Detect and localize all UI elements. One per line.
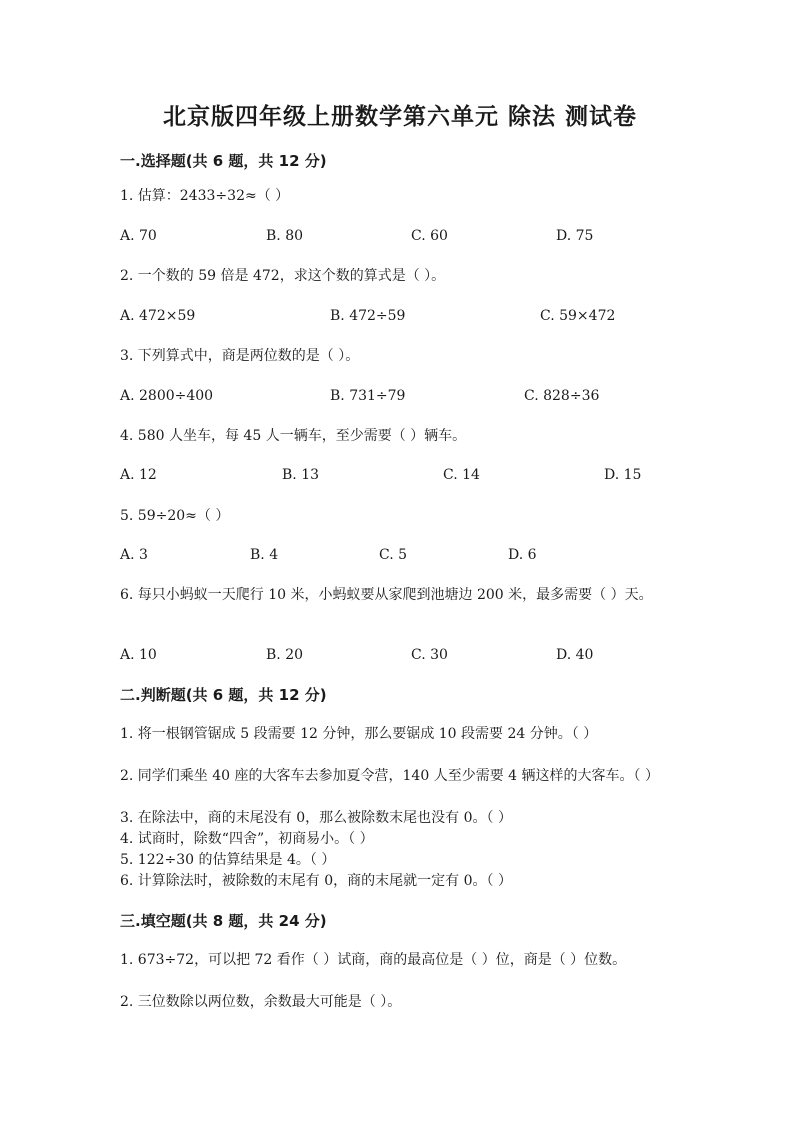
section-heading-choice: 一.选择题(共 6 题，共 12 分) xyxy=(120,152,327,170)
question-2-5: 5. 122÷30 的估算结果是 4。（ ） xyxy=(120,852,336,868)
section-heading-fill-in: 三.填空题(共 8 题，共 24 分) xyxy=(120,912,327,930)
option-c: C. 59×472 xyxy=(540,308,616,324)
question-1-5: 5. 59÷20≈（ ） xyxy=(120,508,230,524)
question-1-6: 6. 每只小蚂蚁一天爬行 10 米，小蚂蚁要从家爬到池塘边 200 米，最多需要（ ）天。 xyxy=(120,587,653,603)
exam-title: 北京版四年级上册数学第六单元 除法 测试卷 xyxy=(162,104,637,130)
question-2-1: 1. 将一根钢管锯成 5 段需要 12 分钟，那么要锯成 10 段需要 24 分钟。（ ） xyxy=(120,726,598,742)
option-a: A. 472×59 xyxy=(120,308,196,324)
option-a: A. 2800÷400 xyxy=(120,388,214,404)
option-a: A. 12 xyxy=(120,467,157,483)
question-3-2: 2. 三位数除以两位数，余数最大可能是（ ）。 xyxy=(120,994,402,1010)
option-b: B. 472÷59 xyxy=(330,308,406,324)
question-1-1: 1. 估算：2433÷32≈（ ） xyxy=(120,188,290,204)
option-c: C. 14 xyxy=(443,467,480,483)
option-c: C. 828÷36 xyxy=(524,388,600,404)
option-b: B. 4 xyxy=(250,547,279,563)
question-2-3: 3. 在除法中，商的末尾没有 0，那么被除数末尾也没有 0。（ ） xyxy=(120,810,512,826)
question-2-2: 2. 同学们乘坐 40 座的大客车去参加夏令营，140 人至少需要 4 辆这样的大客车。（ ） xyxy=(120,768,659,784)
question-2-6: 6. 计算除法时，被除数的末尾有 0，商的末尾就一定有 0。（ ） xyxy=(120,873,512,889)
option-a: A. 10 xyxy=(120,647,157,663)
option-a: A. 70 xyxy=(120,228,157,244)
option-c: C. 5 xyxy=(379,547,408,563)
option-c: C. 30 xyxy=(411,647,448,663)
question-2-4: 4. 试商时，除数“四舍”，初商易小。（ ） xyxy=(120,831,374,847)
question-3-1: 1. 673÷72，可以把 72 看作（ ）试商，商的最高位是（ ）位，商是（ ）位数。 xyxy=(120,952,627,968)
option-b: B. 731÷79 xyxy=(330,388,406,404)
option-b: B. 20 xyxy=(266,647,304,663)
option-d: D. 15 xyxy=(604,467,642,483)
option-a: A. 3 xyxy=(120,547,148,563)
option-b: B. 13 xyxy=(282,467,320,483)
question-1-4: 4. 580 人坐车，每 45 人一辆车，至少需要（ ）辆车。 xyxy=(120,428,467,444)
section-heading-judgement: 二.判断题(共 6 题，共 12 分) xyxy=(120,686,327,704)
question-1-2: 2. 一个数的 59 倍是 472，求这个数的算式是（ ）。 xyxy=(120,268,446,284)
option-d: D. 6 xyxy=(508,547,537,563)
option-d: D. 75 xyxy=(556,228,594,244)
question-1-3: 3. 下列算式中，商是两位数的是（ ）。 xyxy=(120,348,360,364)
option-d: D. 40 xyxy=(556,647,594,663)
option-c: C. 60 xyxy=(411,228,448,244)
option-b: B. 80 xyxy=(266,228,304,244)
